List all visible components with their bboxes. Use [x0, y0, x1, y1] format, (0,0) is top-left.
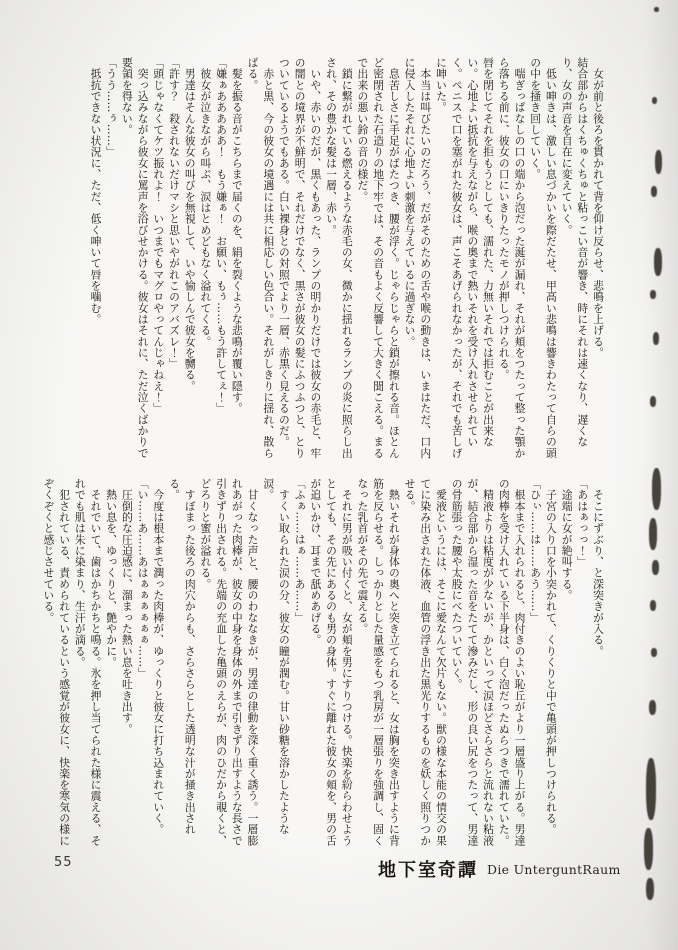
binding-smudge: [654, 7, 659, 12]
page-number: 55: [54, 855, 73, 870]
binding-smudge: [655, 150, 662, 174]
text-paragraph: 犯されている、責められているという感覚が彼女に、快楽を寒気の様にぞくぞくと感じさせている。: [42, 478, 72, 846]
text-paragraph: 髪を振る音がこちらまで届くのを、絹を裂くような悲鳴が覆い隠す。: [230, 57, 244, 414]
text-paragraph: それに男が吸い付くと、女が頬を男にすりつける。快楽を紛らわせようとしても、その先にあるのも男の身体。すぐに離れた彼女の頬を、男の舌が追いかけ、耳まで舐めあげる。: [309, 478, 354, 846]
text-paragraph: 唇を閉じてそれを拒もうとしても、濡れた、力無いそれでは拒むことが出来ない。心地よい抵抗を与えながら、喉の奥まで熱いそれを受け入れさせられていく。ペニスで口を塞がれた彼女は、声こそあげられなかったが、それでも苦しげに呻いた。: [434, 57, 496, 459]
text-paragraph: 女が前と後ろを貫かれて背を仰け反らせ、悲鳴を上げる。: [592, 57, 605, 359]
text-paragraph: 愛液というには、そこに愛なんて欠片もない。獣の様な本能の情交の果てに染み出された体液、血管の浮き出た黒光りするものを妖しく照りつかせる。: [403, 478, 448, 846]
binding-smudge: [652, 560, 659, 575]
binding-smudge: [646, 758, 656, 820]
text-paragraph: 男達はそんな彼女の叫びを無視して、いや愉しんで彼女を嬲る。: [183, 57, 197, 392]
text-paragraph: 彼女が泣きながら叫ぶ、涙はとめどもなく溢れてくる。: [199, 57, 213, 347]
binding-smudge: [650, 290, 656, 299]
text-paragraph: 熱い息を、ゆっくりと、艶やかに。: [105, 478, 119, 668]
binding-smudge: [644, 828, 653, 870]
binding-smudge: [652, 468, 661, 510]
text-paragraph: 「い……あ……あはぁぁぁぁぁぁ……」: [136, 478, 150, 679]
text-paragraph: そこにずぶり、と深突きが入る。: [592, 478, 605, 657]
text-paragraph: 子宮の入り口を小突かれて、くりくりと中で亀頭が押しつけられる。: [544, 478, 558, 835]
binding-smudge: [652, 97, 657, 104]
text-paragraph: 結合部からはくちゅくちゅと粘っこい音が響き、時にそれは速くなり、遅くなり、女の声音を自在に変えていく。: [560, 57, 590, 448]
text-paragraph: 「嫌ぁあああああ！ もう嫌ぁ！ お願い、もぅ……もう許してぇ！」: [215, 57, 229, 414]
binding-smudge: [650, 396, 656, 407]
text-paragraph: 圧倒的な圧迫感に、溜まった熱い息を吐き出す。: [120, 478, 134, 735]
text-paragraph: それでいて、歯はかちかちと鳴る。氷を押し当てられた様に震える、それでも肌は朱に染まり、生汗が滴る。: [73, 478, 103, 846]
text-paragraph: すくい取られた涙の分、彼女の瞳が潤む。甘い砂糖を溶かしたような涙。: [262, 478, 291, 835]
binding-smudge: [646, 878, 654, 900]
text-paragraph: 喘ぎっぱなしの口の端から泡だった涎が漏れ、それが頬をつたって整った顎から落ちる前に、彼女の口にいきりたったモノが押しつけられる。: [497, 57, 527, 459]
text-paragraph: 本当は叫びたいのだろう、だがそのための舌や喉の動きは、いまはただ、口内に侵入したそれに心地よい刺激を与えているに過ぎない。: [403, 57, 433, 459]
text-paragraph: すぼまった後ろの肉穴からも、さらさらとした透明な汁が掻き出される。: [168, 478, 197, 835]
text-paragraph: いや、赤いのだが、黒くもあった、ランプの明かりだけでは彼女の赤毛と、牢の闇との境界が不鮮明で、それだけでなく、黒さが彼女の髪にふつふつと、とりついているようでもある。白い裸身との対照でより一層、赤黒く見えるのだ。: [277, 57, 323, 459]
text-paragraph: 鎖に繋がれている燃えるような赤毛の女、微かに揺れるランプの炎に照らし出され、その豊かな髪は一層、赤い。: [325, 57, 354, 459]
text-paragraph: 精液よりは粘度が少ないが、かといって涙ほどさらさらと流れない粘液が、結合部から湿った音をたてて滲みだし、形の良い尻をつたって、男達の骨筋張った腰や太股にべたついていく。: [450, 478, 496, 846]
text-paragraph: 「ふぁ……はぁ……あ……」: [293, 478, 307, 623]
text-paragraph: 途端に女が絶叫する。: [560, 478, 574, 601]
text-paragraph: 今度は根本まで潤った肉棒が、ゆっくりと彼女に打ち込まれていく。: [152, 478, 166, 835]
running-title-latin: Die UnterguntRaum: [487, 862, 621, 877]
upper-text-block: [78, 57, 606, 467]
binding-smudge: [654, 248, 662, 276]
binding-smudge: [653, 332, 659, 345]
text-paragraph: 「うう……ぅ……」: [105, 57, 119, 158]
text-paragraph: 「許す？ 殺されないだけマシと思いやがれこのアバズレ！」: [168, 57, 182, 370]
binding-smudge: [649, 518, 657, 550]
text-paragraph: 突っ込みながら彼女に罵声を浴びせかける。彼女はそれに、ただ泣くばかりで要領を得ない。: [120, 57, 150, 459]
binding-smudge: [649, 700, 656, 715]
binding-smudge: [651, 648, 657, 657]
text-paragraph: 「ひぃ……は……あう……」: [529, 478, 543, 623]
running-title-japanese: 地下室奇譚: [378, 860, 478, 881]
text-paragraph: 赤と黒、今の彼女の境遇には共に相応しい色合い。それがしきりに揺れ、散らばる。: [246, 57, 276, 459]
text-paragraph: 熱いそれが身体の奥へと突き立てられると、女は胸を突き出すように背筋を反らせる。しっかりとした量感をもつ乳房が一層張りを強調し、固くなった乳首がその先で震える。: [356, 478, 401, 846]
text-paragraph: 息苦しさに手足がばたつき、腰が浮く。じゃらじゃらと鎖が擦れる音。ほとんど密閉された石造りの地下牢では、その音もよく反響して大きく聞こえる。まるで出来の悪い鈴の音の様だ。: [356, 57, 401, 459]
text-paragraph: 「頭じゃなくてケツ振れよ！ いつまでもマグロやってんじゃねえ！」: [152, 57, 166, 414]
binding-smudge: [651, 186, 657, 197]
text-paragraph: 抵抗できない状況に、ただ、低く呻いて唇を噛む。: [89, 57, 103, 325]
lower-text-block: [42, 478, 606, 856]
text-paragraph: 「あはぁっっ！」: [576, 478, 590, 568]
text-paragraph: 甘くなった声と、腰のわななきが、男達の律動を深く重く誘う。一層膨れあがった肉棒が、彼女の中身を身体の外まで引きずり出すような長さで引きずり出される。先端の充血した亀頭のえらが、肉のひだから覗くと、どろりと蜜が溢れる。: [199, 478, 260, 846]
text-paragraph: 低い呻きは、激しい息づかいを際だたせ、甲高い悲鳴は響きわたって自らの頭の中を掻き回していく。: [529, 57, 558, 459]
text-paragraph: 根本まで入れられると、肉付きのよい恥丘がより一層盛り上がる。男達の肉棒を受け入れている下半身は、白く泡だったぬらつきで濡れていた。: [497, 478, 527, 846]
binding-smudge: [650, 600, 656, 611]
